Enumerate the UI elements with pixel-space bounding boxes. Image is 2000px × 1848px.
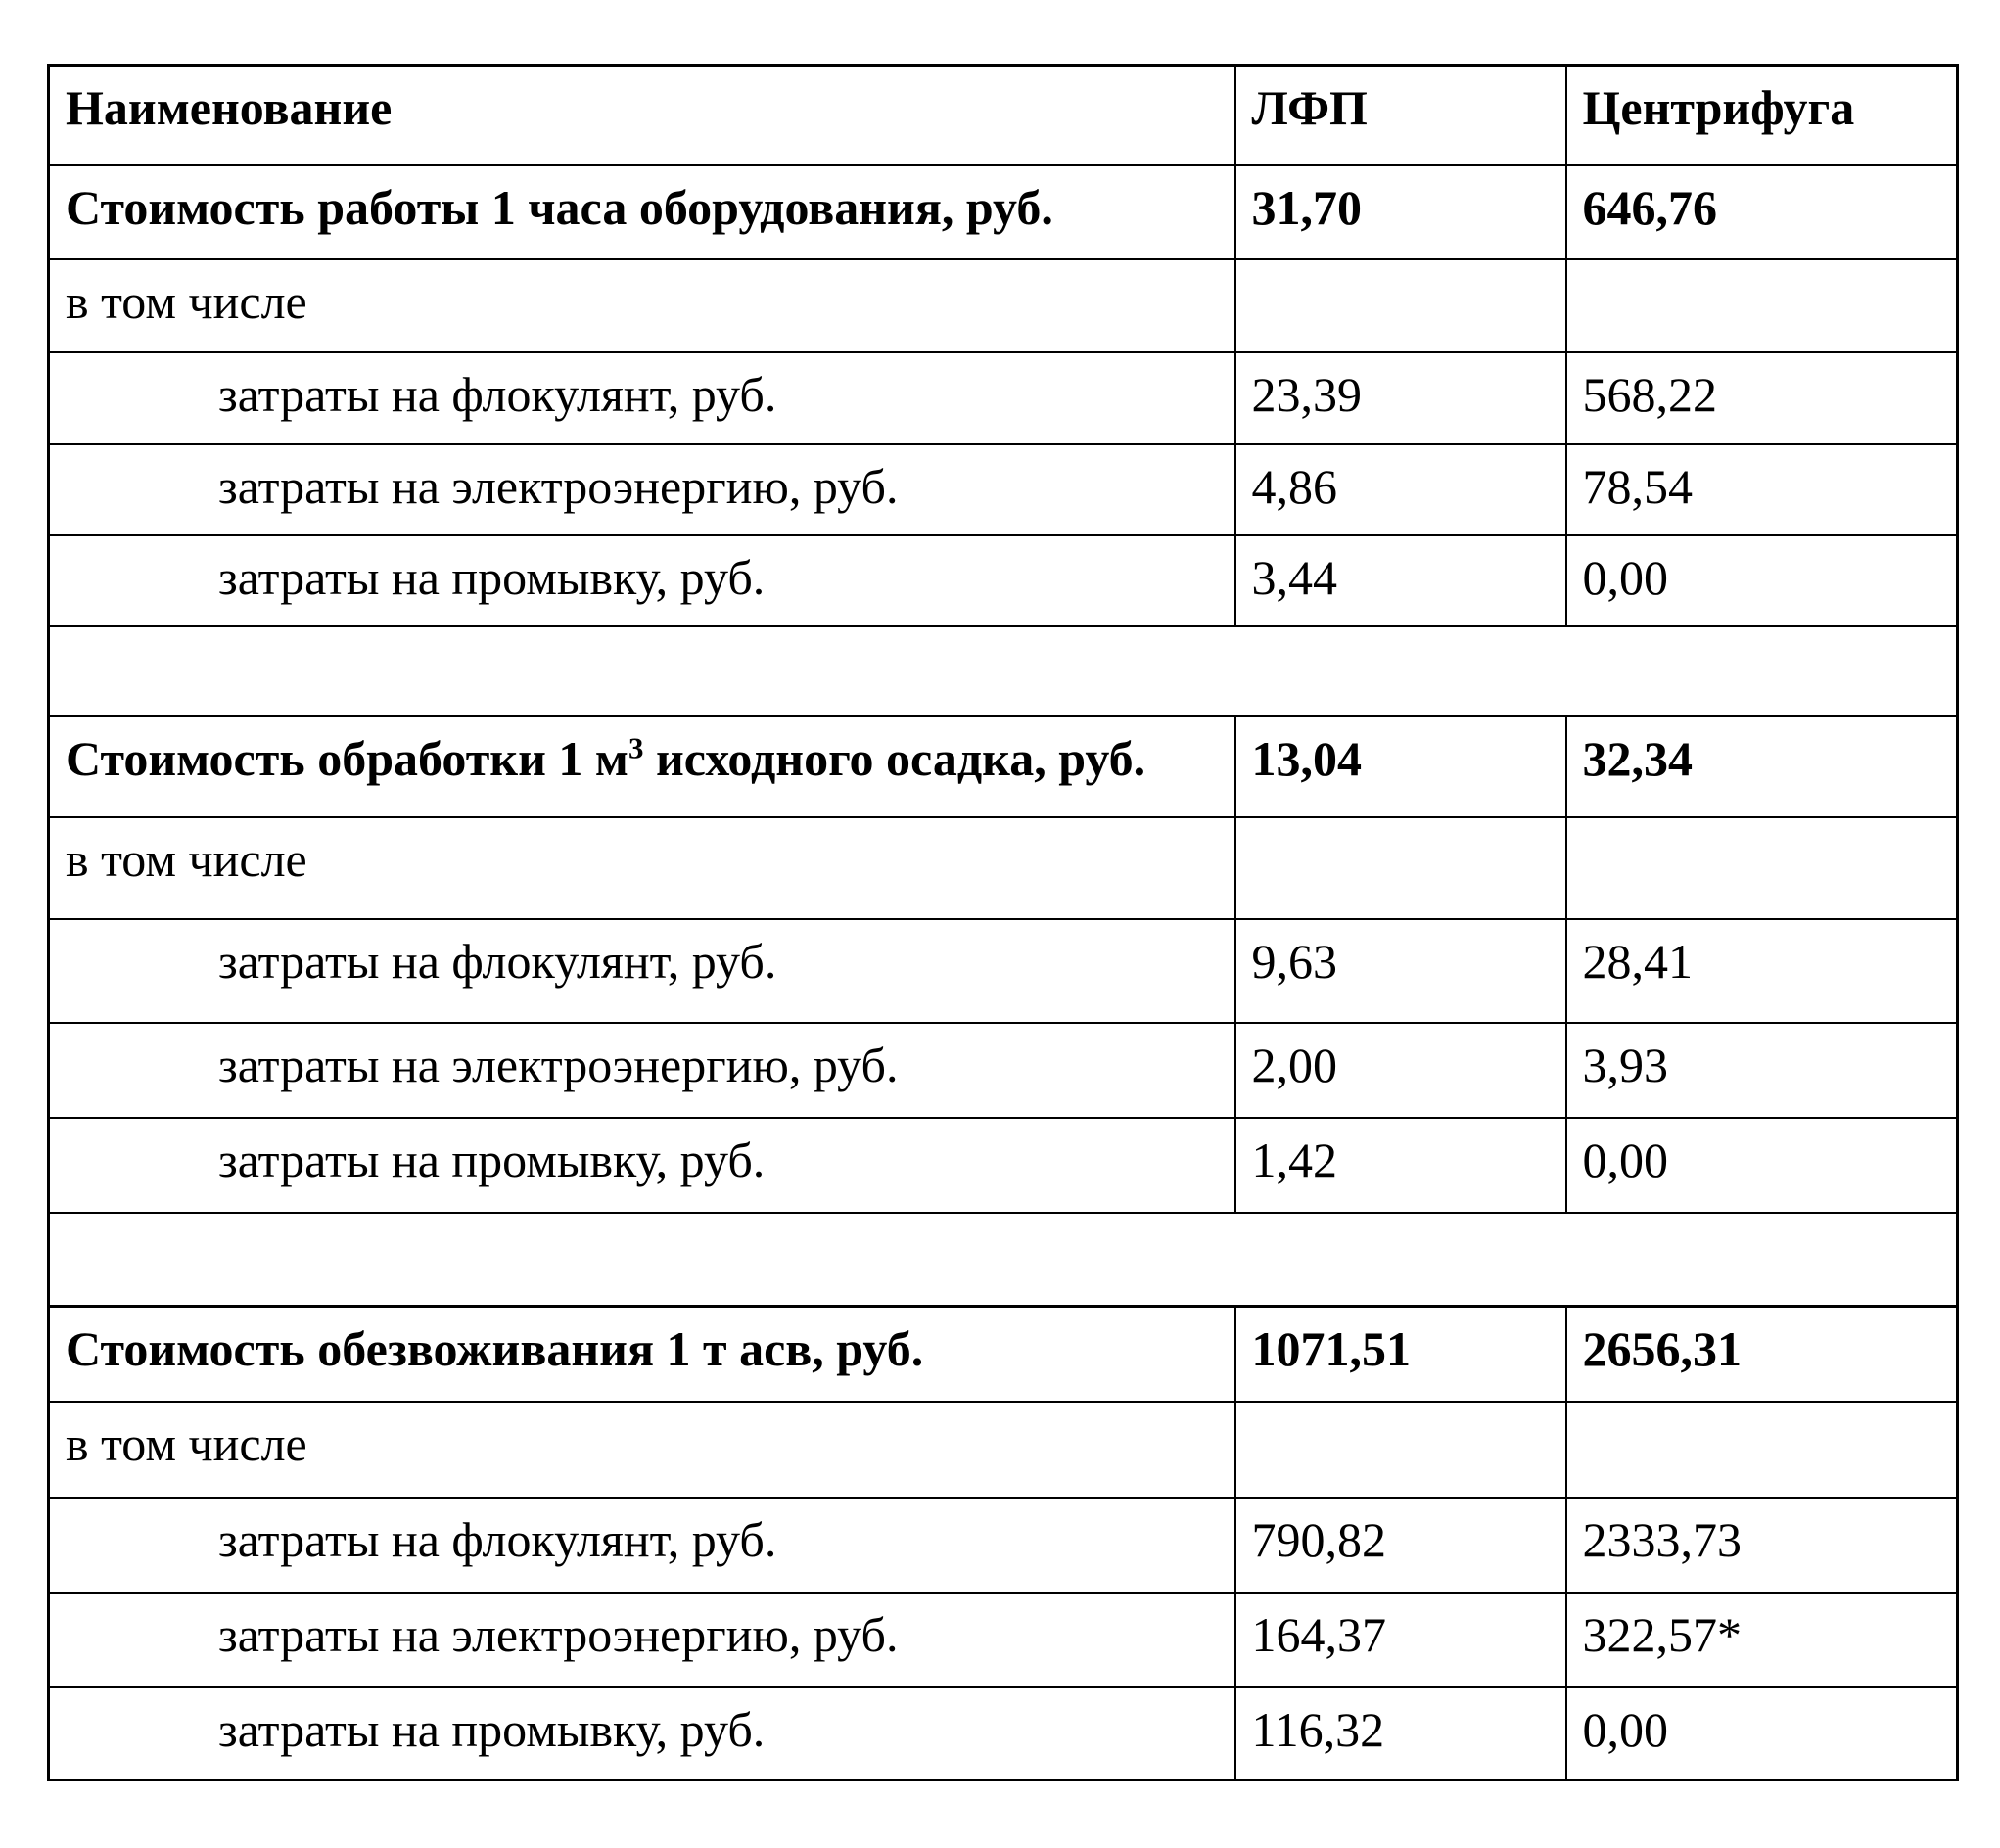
item-label: затраты на промывку, руб. xyxy=(49,535,1235,626)
item-centrifuge-value: 3,93 xyxy=(1566,1023,1958,1118)
item-label: затраты на флокулянт, руб. xyxy=(49,919,1235,1023)
item-label: затраты на промывку, руб. xyxy=(49,1118,1235,1213)
item-lfp-value: 164,37 xyxy=(1235,1593,1566,1687)
section-1-centrifuge-value: 646,76 xyxy=(1566,165,1958,259)
item-row xyxy=(49,1593,1958,1687)
section-2-centrifuge-value: 32,34 xyxy=(1566,716,1958,817)
spacer-cell xyxy=(49,626,1958,716)
empty-cell xyxy=(1566,1402,1958,1498)
spacer-row xyxy=(49,1213,1958,1307)
empty-cell xyxy=(1566,817,1958,919)
item-centrifuge-value: 322,57* xyxy=(1566,1593,1958,1687)
item-row xyxy=(49,1498,1958,1593)
item-lfp-value: 116,32 xyxy=(1235,1687,1566,1780)
spacer-row xyxy=(49,626,1958,716)
section-3-including-row xyxy=(49,1402,1958,1498)
item-label: затраты на флокулянт, руб. xyxy=(49,1498,1235,1593)
item-centrifuge-value: 78,54 xyxy=(1566,444,1958,535)
item-lfp-value: 1,42 xyxy=(1235,1118,1566,1213)
empty-cell xyxy=(1235,259,1566,352)
section-2-lfp-value: 13,04 xyxy=(1235,716,1566,817)
empty-cell xyxy=(1235,1402,1566,1498)
header-name: Наименование xyxy=(49,66,1235,165)
superscript-3: 3 xyxy=(628,730,644,765)
item-centrifuge-value: 28,41 xyxy=(1566,919,1958,1023)
item-lfp-value: 23,39 xyxy=(1235,352,1566,444)
item-label: затраты на флокулянт, руб. xyxy=(49,352,1235,444)
section-2-including-row xyxy=(49,817,1958,919)
empty-cell xyxy=(1566,259,1958,352)
header-centrifuge: Центрифуга xyxy=(1566,66,1958,165)
section-2-title: Стоимость обработки 1 $м^3$ исходного осадка, руб. xyxy=(49,716,1235,817)
including-label: в том числе xyxy=(49,259,1235,352)
item-centrifuge-value: 2333,73 xyxy=(1566,1498,1958,1593)
item-row xyxy=(49,535,1958,626)
including-label: в том числе xyxy=(49,1402,1235,1498)
item-label: затраты на электроэнергию, руб. xyxy=(49,1023,1235,1118)
section-1-lfp-value: 31,70 xyxy=(1235,165,1566,259)
header-row xyxy=(49,66,1958,165)
spacer-cell xyxy=(49,1213,1958,1307)
item-centrifuge-value: 0,00 xyxy=(1566,1118,1958,1213)
item-row xyxy=(49,444,1958,535)
item-centrifuge-value: 0,00 xyxy=(1566,1687,1958,1780)
item-lfp-value: 3,44 xyxy=(1235,535,1566,626)
empty-cell xyxy=(1235,817,1566,919)
section-3-title: Стоимость обезвоживания 1 т асв, руб. xyxy=(49,1307,1235,1402)
item-label: затраты на электроэнергию, руб. xyxy=(49,1593,1235,1687)
item-lfp-value: 2,00 xyxy=(1235,1023,1566,1118)
item-centrifuge-value: 0,00 xyxy=(1566,535,1958,626)
item-label: затраты на промывку, руб. xyxy=(49,1687,1235,1780)
item-row xyxy=(49,1023,1958,1118)
item-lfp-value: 790,82 xyxy=(1235,1498,1566,1593)
cost-comparison-table xyxy=(47,64,1959,1781)
header-lfp: ЛФП xyxy=(1235,66,1566,165)
section-1-title-row xyxy=(49,165,1958,259)
section-3-title-row xyxy=(49,1307,1958,1402)
item-row xyxy=(49,352,1958,444)
including-label: в том числе xyxy=(49,817,1235,919)
item-row xyxy=(49,1687,1958,1780)
section-3-centrifuge-value: 2656,31 xyxy=(1566,1307,1958,1402)
item-row xyxy=(49,1118,1958,1213)
section-1-title: Стоимость работы 1 часа оборудования, руб. xyxy=(49,165,1235,259)
item-row xyxy=(49,919,1958,1023)
section-2-title-row xyxy=(49,716,1958,817)
item-lfp-value: 4,86 xyxy=(1235,444,1566,535)
item-lfp-value: 9,63 xyxy=(1235,919,1566,1023)
item-label: затраты на электроэнергию, руб. xyxy=(49,444,1235,535)
section-3-lfp-value: 1071,51 xyxy=(1235,1307,1566,1402)
item-centrifuge-value: 568,22 xyxy=(1566,352,1958,444)
section-1-including-row xyxy=(49,259,1958,352)
